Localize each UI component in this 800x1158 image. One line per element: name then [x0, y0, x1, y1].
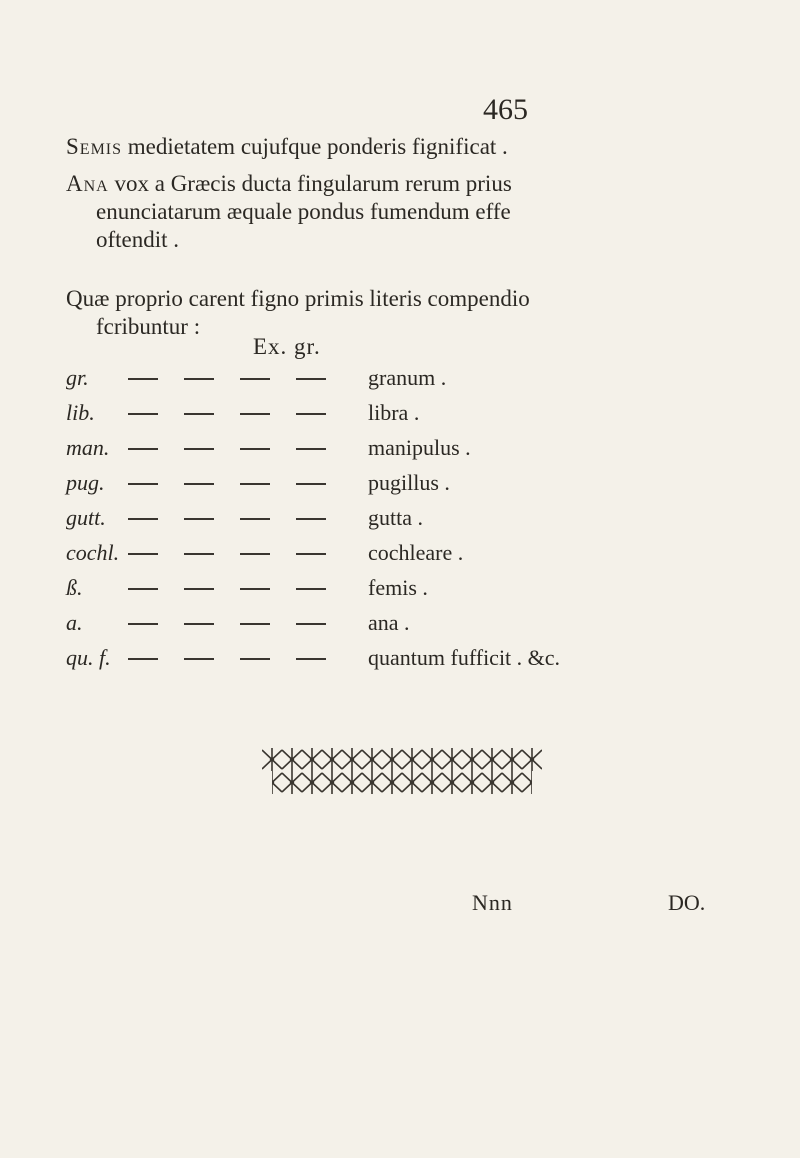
dash-leader [296, 623, 326, 625]
dash-leader [184, 483, 214, 485]
abbreviation-row [66, 470, 766, 500]
abbreviation: pug. [66, 470, 105, 495]
abbreviation-meaning: femis . [368, 575, 428, 600]
dash-leader [128, 553, 158, 555]
abbreviation: man. [66, 435, 110, 460]
dash-leader [296, 483, 326, 485]
abbreviation: a. [66, 610, 83, 635]
dash-leader [240, 448, 270, 450]
dash-leader [128, 518, 158, 520]
definition-ana-line-3: oftendit . [96, 227, 180, 252]
abbreviation-row [66, 365, 766, 395]
catchword: Nnn [472, 890, 513, 915]
abbreviation: cochl. [66, 540, 120, 565]
abbreviation-row [66, 540, 766, 570]
page-number: 465 [483, 93, 528, 126]
abbreviation-row [66, 400, 766, 430]
printers-ornament-icon [262, 748, 542, 794]
dash-leader [240, 413, 270, 415]
dash-leader [240, 518, 270, 520]
dash-leader [240, 553, 270, 555]
dash-leader [240, 588, 270, 590]
dash-leader [240, 658, 270, 660]
abbreviation-row [66, 575, 766, 605]
term-semis: Semis [66, 134, 123, 159]
abbreviation-meaning: pugillus . [368, 470, 450, 495]
signature-mark: DO. [668, 890, 706, 915]
abbreviation-meaning: granum . [368, 365, 447, 390]
dash-leader [128, 483, 158, 485]
dash-leader [296, 448, 326, 450]
abbreviation-meaning: libra . [368, 400, 420, 425]
intro-line-1: Quæ proprio carent figno primis literis compendio [66, 286, 530, 311]
abbreviation: lib. [66, 400, 95, 425]
dash-leader [240, 483, 270, 485]
definition-semis-text: medietatem cujufque ponderis fignificat . [127, 134, 508, 159]
dash-leader [184, 518, 214, 520]
dash-leader [296, 588, 326, 590]
definition-ana-line-2: enunciatarum æquale pondus fumendum effe [96, 199, 511, 224]
definition-ana-line-1: vox a Græcis ducta fingularum rerum prius [114, 171, 512, 196]
intro-line-2: fcribuntur : [96, 314, 201, 339]
definition-ana [66, 170, 766, 254]
dash-leader [184, 448, 214, 450]
abbreviation-meaning: ana . [368, 610, 410, 635]
dash-leader [128, 588, 158, 590]
dash-leader [128, 413, 158, 415]
dash-leader [184, 413, 214, 415]
abbreviation-row [66, 435, 766, 465]
abbreviation-row [66, 505, 766, 535]
dash-leader [296, 553, 326, 555]
dash-leader [128, 448, 158, 450]
abbreviation: qu. f. [66, 645, 111, 670]
term-ana: Ana [66, 171, 109, 196]
dash-leader [184, 588, 214, 590]
abbreviation-row [66, 610, 766, 640]
example-header: Ex. gr. [253, 334, 321, 359]
abbreviation: ß. [66, 575, 83, 600]
dash-leader [240, 623, 270, 625]
dash-leader [296, 518, 326, 520]
dash-leader [184, 658, 214, 660]
definition-semis [66, 133, 766, 161]
abbreviation-meaning: quantum fufficit . &c. [368, 645, 561, 670]
dash-leader [184, 623, 214, 625]
dash-leader [240, 378, 270, 380]
abbreviation-row [66, 645, 766, 675]
dash-leader [128, 378, 158, 380]
abbreviation-meaning: cochleare . [368, 540, 464, 565]
dash-leader [296, 378, 326, 380]
abbreviation: gr. [66, 365, 89, 390]
abbreviation-meaning: gutta . [368, 505, 423, 530]
intro-paragraph [66, 285, 766, 341]
abbreviation-meaning: manipulus . [368, 435, 471, 460]
dash-leader [128, 658, 158, 660]
dash-leader [128, 623, 158, 625]
abbreviation: gutt. [66, 505, 106, 530]
dash-leader [296, 658, 326, 660]
dash-leader [184, 553, 214, 555]
dash-leader [184, 378, 214, 380]
dash-leader [296, 413, 326, 415]
